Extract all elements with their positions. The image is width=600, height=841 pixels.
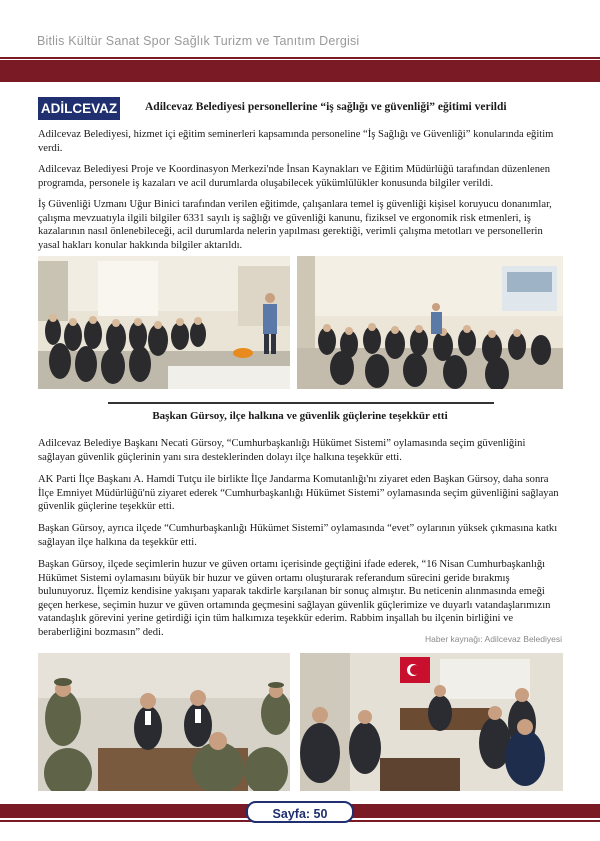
police-visit-photo bbox=[300, 653, 563, 791]
magazine-title: Bitlis Kültür Sanat Spor Sağlık Turizm ve Tanıtım Dergisi bbox=[37, 34, 360, 48]
header-band bbox=[0, 60, 600, 82]
header-rule bbox=[0, 57, 600, 59]
page-number: Sayfa: 50 bbox=[246, 801, 354, 823]
article1-title: Adilcevaz Belediyesi personellerine “iş sağlığı ve güvenliği” eğitimi verildi bbox=[145, 101, 507, 113]
article2-paragraph: Başkan Gürsoy, ilçede seçimlerin huzur ve güven ortamı içerisinde geçtiğini ifade ederek, “16 Nisan Cumhurbaşkanlığı Hükümet Sistemi oylamasını büyük bir huzur ve güven ortamı oluşturarak referandum sürecini geride bırakmış bulunuyoruz. İlçemiz kendisine yakışanı yaparak takdirle karşılanan bir sonuç almıştır. Bu neticenin alınmasında emeği geçen herkese, seçimin huzur ve güven ortamında geçmesini sağlayan güvenlik güçlerimize ve duyarlı vatandaşlarımızın vatandaşlık görevini yerine getirdiği için tüm halkımıza teşekkür ederim. Rabbim inşallah bu ilçenin birliğini ve beraberliğini bozmasın” dedi. bbox=[38, 559, 551, 638]
gendarmerie-visit-photo bbox=[38, 653, 290, 791]
article2-paragraph: AK Parti İlçe Başkanı A. Hamdi Tutçu ile birlikte İlçe Jandarma Komutanlığı'nı ziyaret eden Başkan Gürsoy, daha sonra İlçe Emniyet Müdürlüğü'nü ziyaret ederek “Cumhurbaşkanlığı Hükümet Sistemi” oylamasında seçim güvenliğini sağlayan güvenlik güçlerine teşekkür etti. bbox=[38, 474, 559, 512]
article2-title: Başkan Gürsoy, ilçe halkına ve güvenlik güçlerine teşekkür etti bbox=[152, 410, 448, 422]
training-photo-2 bbox=[297, 256, 563, 389]
article1-paragraph: İş Güvenliği Uzmanı Uğur Binici tarafından verilen eğitimde, çalışanlara temel iş güvenliği kişisel koruyucu donanımlar, çalışma mevzuatıyla ilgili bilgiler 6331 sayılı iş sağlığı ve güvenliği kanunu, fiziksel ve ergonomik risk etmenleri, iş kazalarının nasıl önlenebileceği, acil durumlarda nelerin yapılması gerektiği, verimli çalışma metotları ve personellerin yasal hakları konular hakkında bilgiler aktarıldı. bbox=[38, 199, 552, 251]
article2-paragraph: Adilcevaz Belediye Başkanı Necati Gürsoy, “Cumhurbaşkanlığı Hükümet Sistemi” oylamasında seçim güvenliğini sağlayan güvenlik güçlerinin yanı sıra desteklerinden dolayı ilçe halkına teşekkür etti. bbox=[38, 438, 526, 463]
training-photo-1 bbox=[38, 256, 290, 389]
article-divider bbox=[108, 402, 494, 404]
article1-paragraph: Adilcevaz Belediyesi, hizmet içi eğitim seminerleri kapsamında personeline “İş Sağlığı ve Güvenliği” konularında eğitim verdi. bbox=[38, 129, 554, 154]
news-source: Haber kaynağı: Adilcevaz Belediyesi bbox=[425, 634, 563, 644]
section-tag: ADİLCEVAZ bbox=[38, 97, 120, 120]
article2-paragraph: Başkan Gürsoy, ayrıca ilçede “Cumhurbaşkanlığı Hükümet Sistemi” oylamasında “evet” oylarının yüksek çıkmasına katkı sağlayan ilçe halkına da teşekkür etti. bbox=[38, 523, 558, 548]
article1-paragraph: Adilcevaz Belediyesi Proje ve Koordinasyon Merkezi'nde İnsan Kaynakları ve Eğitim Müdürlüğü tarafından düzenlenen programda, personele iş kazaları ve acil durumlarda oluşabilecek yükümlülükler konusunda bilgiler verildi. bbox=[38, 164, 551, 189]
